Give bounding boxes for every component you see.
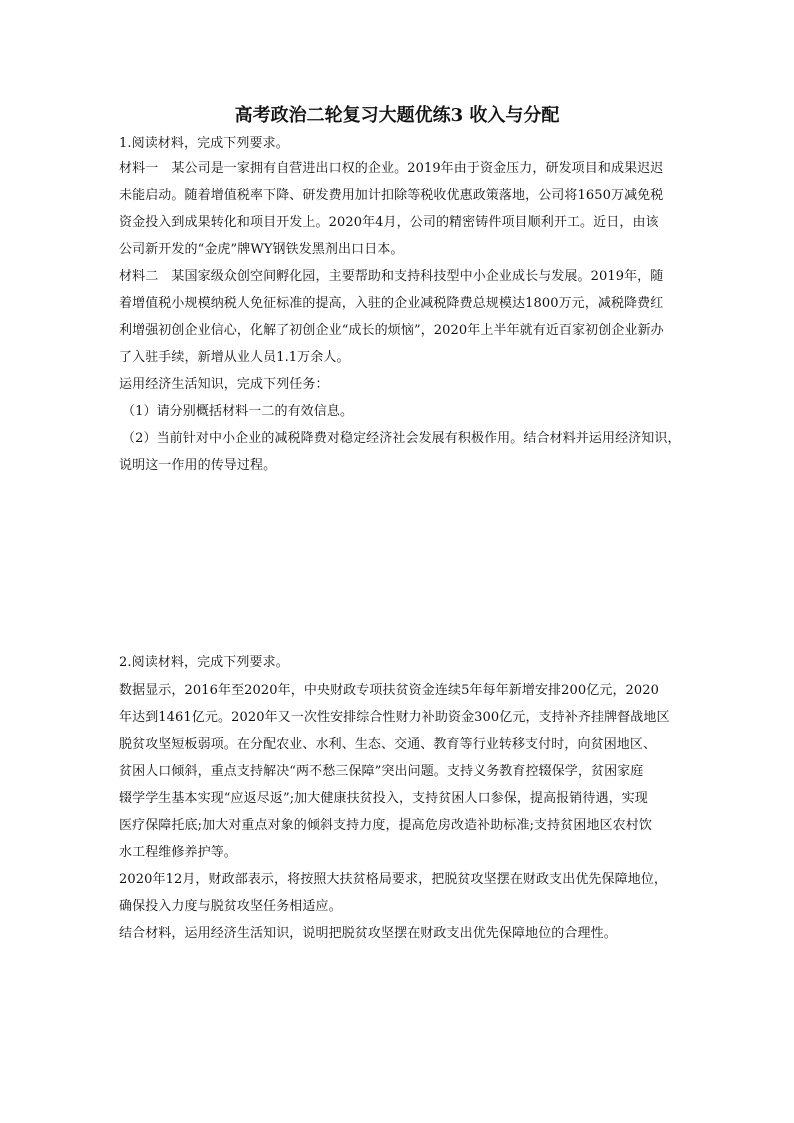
q1-material-1-line-3: 资金投入到成果转化和项目开发上。2020年4月，公司的精密铸件项目顺利开工。近日，由该	[119, 215, 659, 230]
q2-material-line-2: 年达到1461亿元。2020年又一次性安排综合性财力补助资金300亿元，支持补齐挂牌督战地区	[119, 710, 670, 725]
q1-material-2-line-4: 了入驻手续，新增从业人员1.1万余人。	[119, 350, 350, 365]
q2-material-line-5: 辍学学生基本实现“应返尽返”;加大健康扶贫投入，支持贫困人口参保，提高报销待遇，实现	[119, 791, 648, 806]
q1-material-2-line-2: 着增值税小规模纳税人免征标准的提高，入驻的企业减税降费总规模达1800万元，减税降费红	[119, 296, 664, 311]
q1-material-1-line-2: 未能启动。随着增值税率下降、研发费用加计扣除等税收优惠政策落地，公司将1650万减免税	[119, 188, 664, 203]
q2-prompt: 2.阅读材料，完成下列要求。	[119, 655, 289, 670]
q2-question: 结合材料，运用经济生活知识，说明把脱贫攻坚摆在财政支出优先保障地位的合理性。	[119, 926, 617, 941]
q1-task-2-continued: 说明这一作用的传导过程。	[119, 458, 277, 473]
q2-material-line-7: 水工程维修养护等。	[119, 845, 237, 860]
q1-material-2-line-1: 材料二 某国家级众创空间孵化园，主要帮助和支持科技型中小企业成长与发展。2019年，随	[119, 269, 664, 284]
q1-material-2-line-3: 利增强初创企业信心，化解了初创企业“成长的烦恼”，2020年上半年就有近百家初创企业新办	[119, 323, 664, 338]
q1-material-1-line-1: 材料一 某公司是一家拥有自营进出口权的企业。2019年由于资金压力，研发项目和成果迟迟	[119, 161, 664, 176]
q2-material-line-4: 贫困人口倾斜，重点支持解决“两不愁三保障”突出问题。支持义务教育控辍保学，贫困家庭	[119, 764, 644, 779]
q1-material-1-line-4: 公司新开发的“金虎”牌WY钢铁发黑剂出口日本。	[119, 242, 404, 257]
q1-task-2: （2）当前针对中小企业的减税降费对稳定经济社会发展有积极作用。结合材料并运用经济知识，	[122, 431, 681, 446]
page-title: 高考政治二轮复习大题优练3 收入与分配	[234, 105, 560, 126]
q2-material-line-8: 2020年12月，财政部表示，将按照大扶贫格局要求，把脱贫攻坚摆在财政支出优先保障地位，	[119, 872, 668, 887]
q2-material-line-1: 数据显示，2016年至2020年，中央财政专项扶贫资金连续5年每年新增安排200亿元，2020	[119, 683, 660, 698]
q2-material-line-3: 脱贫攻坚短板弱项。在分配农业、水利、生态、交通、教育等行业转移支付时，向贫困地区、	[119, 737, 657, 752]
q2-material-line-6: 医疗保障托底;加大对重点对象的倾斜支持力度，提高危房改造补助标准;支持贫困地区农村饮	[119, 818, 652, 833]
q1-task-1: （1）请分别概括材料一二的有效信息。	[122, 404, 354, 419]
q1-prompt: 1.阅读材料，完成下列要求。	[119, 136, 289, 151]
q2-material-line-9: 确保投入力度与脱贫攻坚任务相适应。	[119, 899, 342, 914]
q1-task-intro: 运用经济生活知识，完成下列任务：	[119, 377, 329, 392]
